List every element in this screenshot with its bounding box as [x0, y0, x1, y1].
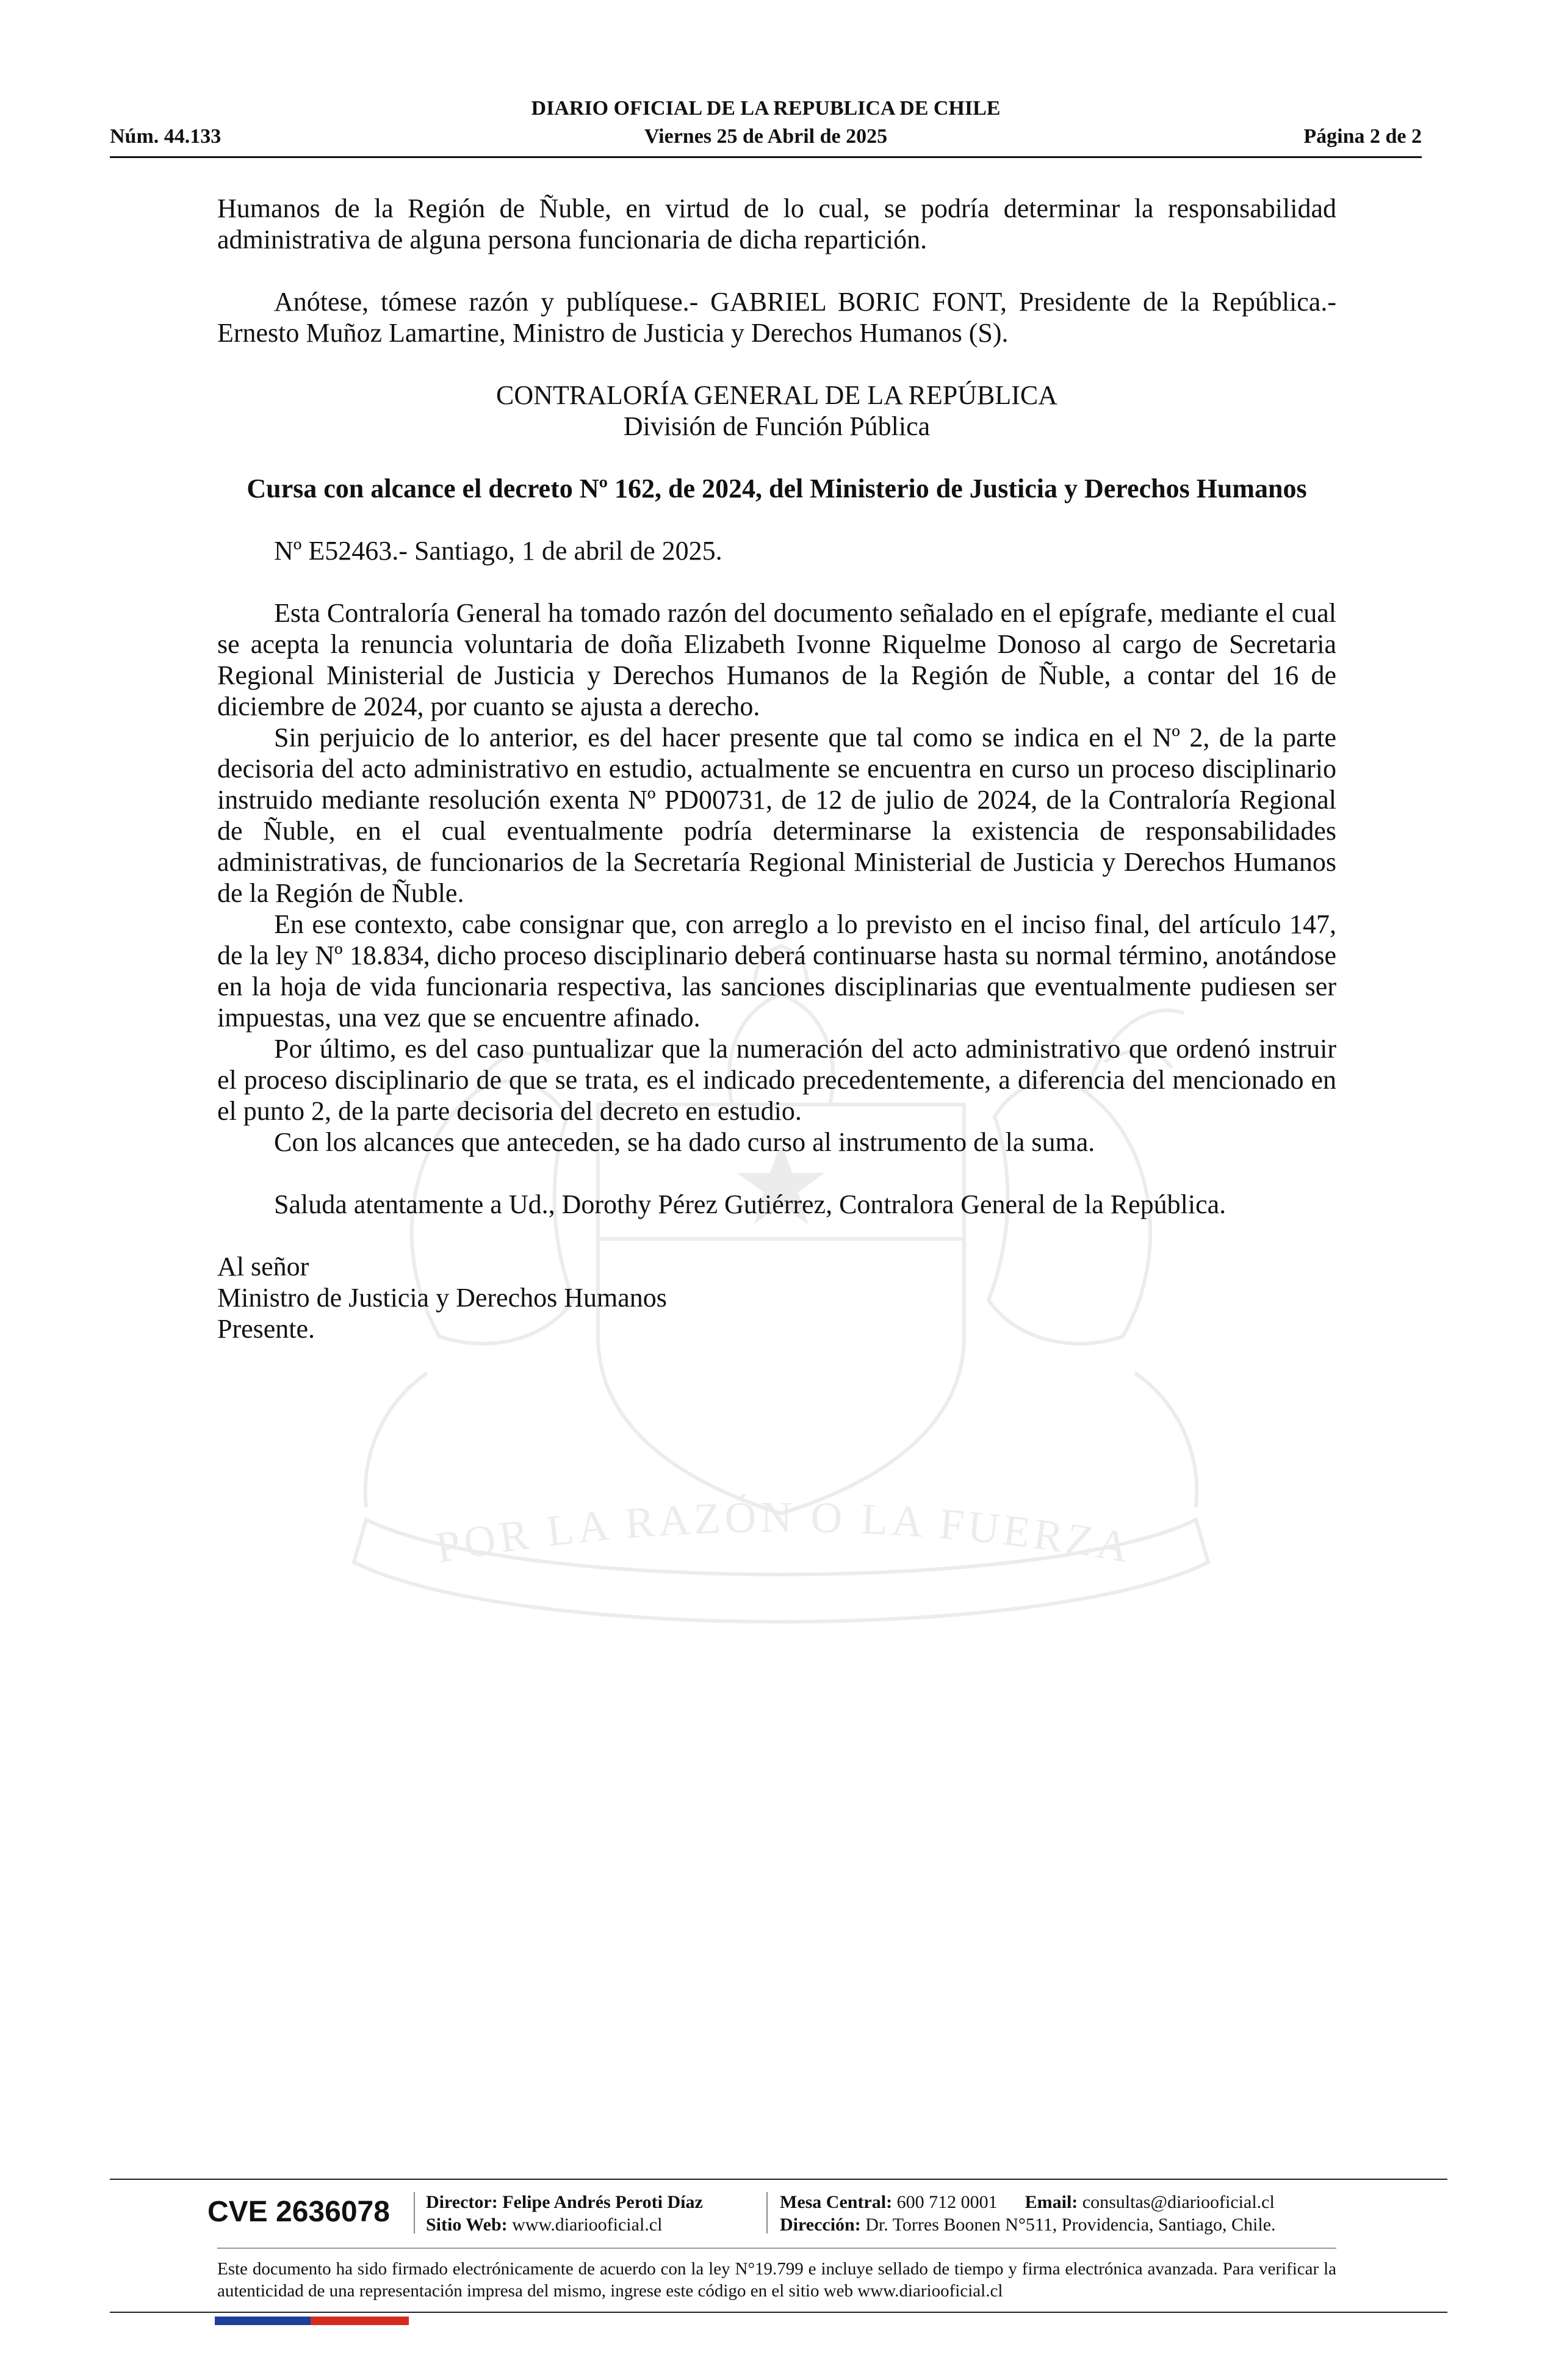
publication-title: DIARIO OFICIAL DE LA REPUBLICA DE CHILE — [531, 97, 1001, 120]
cve-code: CVE 2636078 — [207, 2196, 390, 2228]
document-body — [217, 193, 1336, 1344]
addressee-line: Al señor — [217, 1252, 309, 1282]
paragraph: En ese contexto, cabe consignar que, con arreglo a lo previsto en el inciso final, del artículo 147, de la ley Nº 18.834, dicho proceso disciplinario deberá continuarse hasta su normal término, anotándose en la hoja de vida funcionaria respectiva, las sanciones disciplinarias que eventualmente pudiesen ser impuestas, una vez que se encuentre afinado. — [217, 909, 1336, 1033]
paragraph-continuation: Humanos de la Región de Ñuble, en virtud de lo cual, se podría determinar la responsabilidad administrativa de alguna persona funcionaria de dicha repartición. — [217, 193, 1336, 254]
document-title: Cursa con alcance el decreto Nº 162, de 2024, del Ministerio de Justicia y Derechos Humanos — [247, 474, 1307, 503]
footer-director — [426, 2191, 703, 2213]
footer-separator — [414, 2192, 415, 2234]
legal-notice: Este documento ha sido firmado electrónicamente de acuerdo con la ley N°19.799 e incluye sellado de tiempo y firma electrónica avanzada. Para verificar la autenticidad de una representación impresa del mismo, ingrese este código en el sitio web www.diariooficial.cl — [217, 2259, 1336, 2301]
division-name: División de Función Pública — [623, 411, 931, 441]
paragraph: Sin perjuicio de lo anterior, es del hacer presente que tal como se indica en el Nº 2, de la parte decisoria del acto administrativo en estudio, actualmente se encuentra en curso un proceso disciplinario instruido mediante resolución exenta Nº PD00731, de 12 de julio de 2024, de la Contraloría Regional de Ñuble, en el cual eventualmente podría determinarse la existencia de responsabilidades administrativas, de funcionarios de la Secretaría Regional Ministerial de Justicia y Derechos Humanos de la Región de Ñuble. — [217, 723, 1336, 908]
flag-blue-segment — [215, 2317, 311, 2325]
document-reference: Nº E52463.- Santiago, 1 de abril de 2025. — [274, 536, 722, 566]
footer-contact — [780, 2191, 1275, 2213]
paragraph: Esta Contraloría General ha tomado razón del documento señalado en el epígrafe, mediante el cual se acepta la renuncia voluntaria de doña Elizabeth Ivonne Riquelme Donoso al cargo de Secretaria Regional Ministerial de Justicia y Derechos Humanos de la Región de Ñuble, a contar del 16 de diciembre de 2024, por cuanto se ajusta a derecho. — [217, 598, 1336, 721]
header-divider — [110, 156, 1422, 158]
footer-address — [780, 2213, 1276, 2236]
footer-divider-bottom — [110, 2312, 1447, 2313]
email-label: Email: — [1025, 2192, 1078, 2212]
page-header — [110, 95, 1422, 155]
organization-name: CONTRALORÍA GENERAL DE LA REPÚBLICA — [496, 380, 1057, 410]
email-link[interactable]: consultas@diariooficial.cl — [1082, 2192, 1275, 2212]
footer-divider-top — [110, 2179, 1447, 2180]
watermark-motto: POR LA RAZÓN O LA FUERZA — [431, 1492, 1136, 1573]
phone-number: 600 712 0001 — [896, 2192, 998, 2212]
director-name: Felipe Andrés Peroti Díaz — [502, 2192, 703, 2212]
phone-label: Mesa Central: — [780, 2192, 893, 2212]
closing-salutation: Saluda atentamente a Ud., Dorothy Pérez Gutiérrez, Contralora General de la República. — [274, 1189, 1226, 1219]
footer-separator — [766, 2192, 768, 2234]
website-label: Sitio Web: — [426, 2215, 508, 2235]
paragraph: Por último, es del caso puntualizar que la numeración del acto administrativo que ordenó instruir el proceso disciplinario de que se trata, es el indicado precedentemente, a diferencia del mencionado en el punto 2, de la parte decisoria del decreto en estudio. — [217, 1034, 1336, 1126]
address-label: Dirección: — [780, 2215, 861, 2235]
flag-color-bar — [215, 2317, 409, 2325]
addressee-line: Presente. — [217, 1314, 315, 1344]
issue-number: Núm. 44.133 — [110, 125, 222, 148]
director-label: Director: — [426, 2192, 498, 2212]
address-text: Dr. Torres Boonen N°511, Providencia, Santiago, Chile. — [865, 2215, 1276, 2235]
issue-date: Viernes 25 de Abril de 2025 — [644, 125, 888, 148]
paragraph: Con los alcances que anteceden, se ha dado curso al instrumento de la suma. — [274, 1127, 1095, 1157]
footer-website — [426, 2213, 662, 2236]
page-number: Página 2 de 2 — [1303, 125, 1422, 148]
flag-red-segment — [311, 2317, 409, 2325]
footer-divider-middle — [217, 2248, 1336, 2249]
addressee-line: Ministro de Justicia y Derechos Humanos — [217, 1283, 667, 1313]
paragraph-signature-decree: Anótese, tómese razón y publíquese.- GABRIEL BORIC FONT, Presidente de la República.- Ernesto Muñoz Lamartine, Ministro de Justicia y Derechos Humanos (S). — [217, 287, 1336, 348]
website-link[interactable]: www.diariooficial.cl — [512, 2215, 663, 2235]
